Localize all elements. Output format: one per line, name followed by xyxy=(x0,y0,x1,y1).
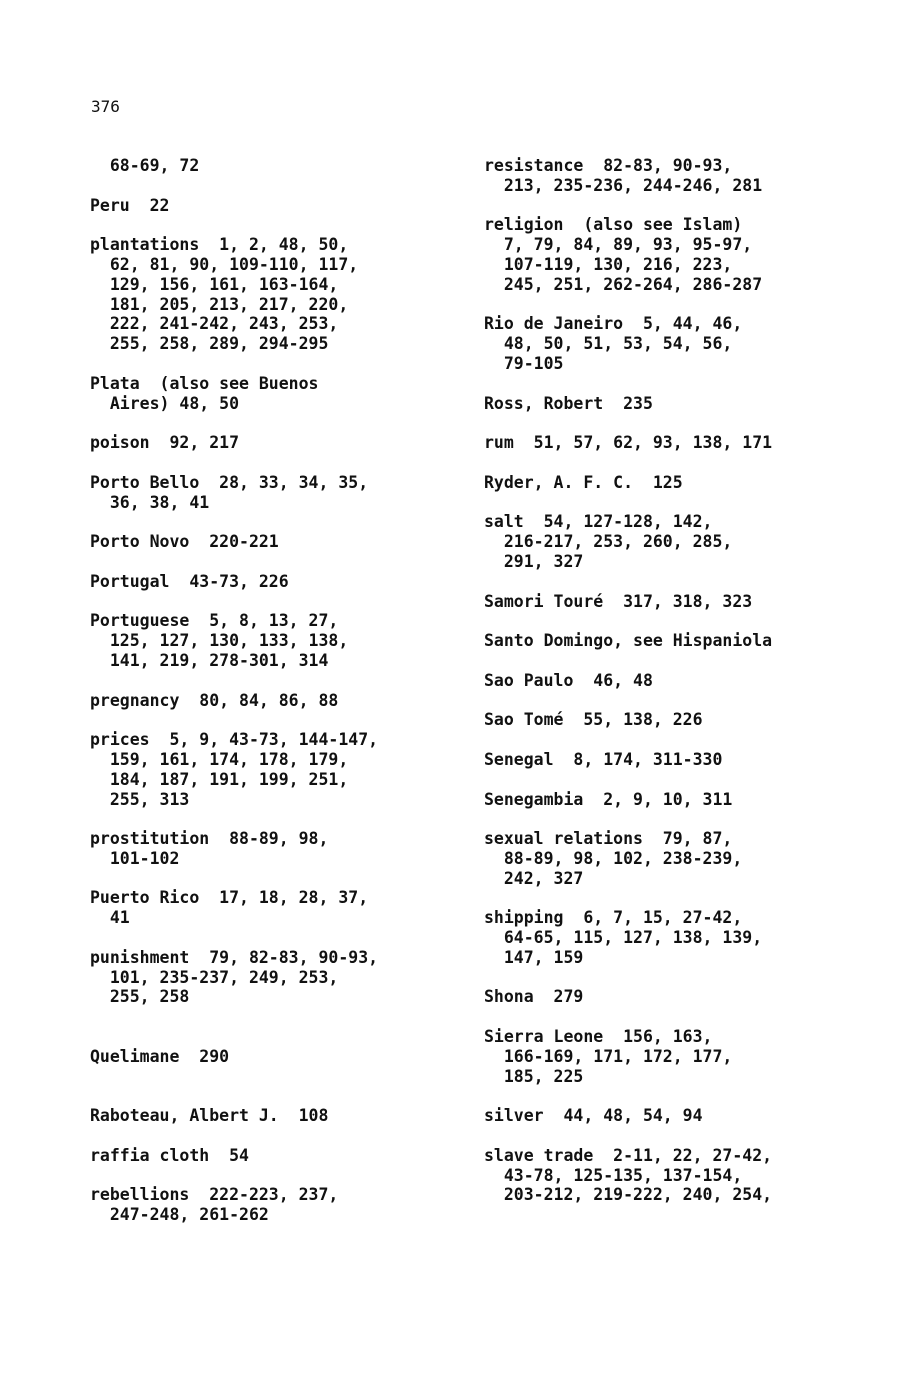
index-entry-line: 101-102 xyxy=(90,848,180,868)
index-entry-line: Raboteau, Albert J. 108 xyxy=(90,1106,329,1126)
index-entry-line: Portuguese 5, 8, 13, 27, xyxy=(90,611,339,631)
index-entry-line: pregnancy 80, 84, 86, 88 xyxy=(90,690,339,710)
index-entry-line: Puerto Rico 17, 18, 28, 37, xyxy=(90,888,369,908)
entry-spacer xyxy=(90,176,490,196)
entry-spacer xyxy=(90,1007,490,1047)
index-entry-line: Sao Tomé 55, 138, 226 xyxy=(484,710,703,730)
index-entry-line: 43-78, 125-135, 137-154, xyxy=(484,1165,743,1185)
index-entry-line: silver 44, 48, 54, 94 xyxy=(484,1106,703,1126)
entry-spacer xyxy=(90,453,490,473)
index-entry-line: 255, 258 xyxy=(90,987,190,1007)
index-entry-line: 101, 235-237, 249, 253, xyxy=(90,967,339,987)
index-entry xyxy=(484,750,884,770)
index-entry xyxy=(90,611,490,670)
index-entry xyxy=(90,572,490,592)
index-entry xyxy=(90,888,490,928)
index-entry-line: plantations 1, 2, 48, 50, xyxy=(90,235,349,255)
index-entry xyxy=(484,512,884,571)
entry-spacer xyxy=(90,215,490,235)
entry-spacer xyxy=(90,671,490,691)
index-entry-line: sexual relations 79, 87, xyxy=(484,829,733,849)
index-entry-line: Ross, Robert 235 xyxy=(484,393,653,413)
index-entry xyxy=(484,215,884,294)
entry-spacer xyxy=(484,730,884,750)
index-entry-line: salt 54, 127-128, 142, xyxy=(484,512,713,532)
index-entry xyxy=(90,473,490,513)
index-entry-line: Samori Touré 317, 318, 323 xyxy=(484,591,753,611)
entry-spacer xyxy=(484,968,884,988)
index-column-right xyxy=(484,156,884,1205)
index-entry xyxy=(484,987,884,1007)
index-entry-line: 242, 327 xyxy=(484,868,584,888)
index-entry-line: 68-69, 72 xyxy=(90,156,200,175)
entry-spacer xyxy=(90,1067,490,1107)
index-entry xyxy=(90,1106,490,1126)
index-entry-line: religion (also see Islam) xyxy=(484,215,743,235)
index-entry-line: prices 5, 9, 43-73, 144-147, xyxy=(90,730,379,750)
entry-spacer xyxy=(90,1126,490,1146)
entry-spacer xyxy=(484,1126,884,1146)
entry-spacer xyxy=(484,196,884,216)
index-entry-line: 185, 225 xyxy=(484,1066,584,1086)
index-entry-line: 88-89, 98, 102, 238-239, xyxy=(484,848,743,868)
index-entry xyxy=(484,1106,884,1126)
entry-spacer xyxy=(484,453,884,473)
entry-spacer xyxy=(484,770,884,790)
entry-spacer xyxy=(90,1166,490,1186)
index-entry xyxy=(90,691,490,711)
index-entry xyxy=(90,156,490,176)
index-entry xyxy=(484,908,884,967)
index-entry xyxy=(90,235,490,354)
index-column-left xyxy=(90,156,490,1225)
entry-spacer xyxy=(484,493,884,513)
index-entry-line: 41 xyxy=(90,908,130,928)
index-entry xyxy=(90,730,490,809)
entry-spacer xyxy=(484,1007,884,1027)
index-entry-line: 181, 205, 213, 217, 220, xyxy=(90,294,349,314)
index-entry-line: Rio de Janeiro 5, 44, 46, xyxy=(484,314,743,334)
index-entry-line: 184, 187, 191, 199, 251, xyxy=(90,769,349,789)
index-entry xyxy=(484,433,884,453)
entry-spacer xyxy=(90,354,490,374)
index-entry-line: Portugal 43-73, 226 xyxy=(90,571,289,591)
index-entry-line: poison 92, 217 xyxy=(90,433,240,453)
index-entry xyxy=(484,631,884,651)
index-entry xyxy=(484,790,884,810)
index-entry-line: 291, 327 xyxy=(484,551,584,571)
index-entry xyxy=(484,473,884,493)
index-entry-line: shipping 6, 7, 15, 27-42, xyxy=(484,908,743,928)
entry-spacer xyxy=(484,611,884,631)
index-entry-line: rebellions 222-223, 237, xyxy=(90,1185,339,1205)
index-entry-line: 141, 219, 278-301, 314 xyxy=(90,650,329,670)
entry-spacer xyxy=(484,413,884,433)
index-entry-line: Senegal 8, 174, 311-330 xyxy=(484,749,723,769)
index-entry xyxy=(90,829,490,869)
index-entry-line: 125, 127, 130, 133, 138, xyxy=(90,631,349,651)
index-entry-line: 247-248, 261-262 xyxy=(90,1205,269,1225)
entry-spacer xyxy=(90,413,490,433)
index-entry-line: Aires) 48, 50 xyxy=(90,393,240,413)
index-entry-line: 213, 235-236, 244-246, 281 xyxy=(484,175,763,195)
index-entry xyxy=(484,710,884,730)
entry-spacer xyxy=(484,374,884,394)
index-entry-line: raffia cloth 54 xyxy=(90,1145,249,1165)
index-entry-line: 62, 81, 90, 109-110, 117, xyxy=(90,254,359,274)
index-entry-line: rum 51, 57, 62, 93, 138, 171 xyxy=(484,433,773,453)
index-entry-line: resistance 82-83, 90-93, xyxy=(484,156,733,175)
index-entry xyxy=(484,1027,884,1086)
index-entry-line: 222, 241-242, 243, 253, xyxy=(90,314,339,334)
index-entry-line: Porto Novo 220-221 xyxy=(90,532,279,552)
index-entry-line: Santo Domingo, see Hispaniola xyxy=(484,631,773,651)
index-entry xyxy=(90,532,490,552)
entry-spacer xyxy=(484,691,884,711)
index-entry xyxy=(484,314,884,373)
entry-spacer xyxy=(484,1086,884,1106)
index-entry-line: punishment 79, 82-83, 90-93, xyxy=(90,947,379,967)
index-entry-line: 255, 313 xyxy=(90,789,190,809)
entry-spacer xyxy=(484,651,884,671)
index-entry-line: 166-169, 171, 172, 177, xyxy=(484,1046,733,1066)
index-entry-line: Shona 279 xyxy=(484,987,584,1007)
index-entry-line: 203-212, 219-222, 240, 254, xyxy=(484,1185,773,1205)
index-entry-line: 79-105 xyxy=(484,353,564,373)
index-entry-line: Ryder, A. F. C. 125 xyxy=(484,472,683,492)
index-entry xyxy=(90,374,490,414)
entry-spacer xyxy=(90,552,490,572)
index-entry-line: Plata (also see Buenos xyxy=(90,373,319,393)
index-entry-line: 255, 258, 289, 294-295 xyxy=(90,334,329,354)
page-number: 376 xyxy=(91,97,120,116)
index-entry-line: 7, 79, 84, 89, 93, 95-97, xyxy=(484,235,753,255)
index-entry xyxy=(90,1047,490,1067)
index-entry xyxy=(90,433,490,453)
index-entry xyxy=(484,1146,884,1205)
index-entry-line: Porto Bello 28, 33, 34, 35, xyxy=(90,472,369,492)
index-entry-line: 64-65, 115, 127, 138, 139, xyxy=(484,928,763,948)
entry-spacer xyxy=(90,592,490,612)
entry-spacer xyxy=(484,888,884,908)
index-entry xyxy=(484,671,884,691)
index-entry xyxy=(90,948,490,1007)
index-entry-line: Peru 22 xyxy=(90,195,170,215)
entry-spacer xyxy=(484,809,884,829)
index-entry xyxy=(484,156,884,196)
entry-spacer xyxy=(90,928,490,948)
index-entry-line: Senegambia 2, 9, 10, 311 xyxy=(484,789,733,809)
index-entry xyxy=(484,592,884,612)
index-entry-line: 245, 251, 262-264, 286-287 xyxy=(484,274,763,294)
index-entry-line: Sao Paulo 46, 48 xyxy=(484,670,653,690)
index-entry-line: 107-119, 130, 216, 223, xyxy=(484,254,733,274)
index-entry-line: slave trade 2-11, 22, 27-42, xyxy=(484,1145,773,1165)
entry-spacer xyxy=(90,809,490,829)
entry-spacer xyxy=(90,710,490,730)
entry-spacer xyxy=(90,869,490,889)
index-entry-line: Sierra Leone 156, 163, xyxy=(484,1027,713,1047)
index-entry xyxy=(484,829,884,888)
index-entry-line: prostitution 88-89, 98, xyxy=(90,829,329,849)
index-entry-line: Quelimane 290 xyxy=(90,1046,230,1066)
index-entry xyxy=(484,394,884,414)
index-entry xyxy=(90,196,490,216)
entry-spacer xyxy=(484,572,884,592)
index-entry-line: 36, 38, 41 xyxy=(90,492,210,512)
index-entry-line: 147, 159 xyxy=(484,947,584,967)
index-entry-line: 159, 161, 174, 178, 179, xyxy=(90,749,349,769)
index-entry xyxy=(90,1146,490,1166)
entry-spacer xyxy=(484,295,884,315)
entry-spacer xyxy=(90,512,490,532)
index-entry-line: 129, 156, 161, 163-164, xyxy=(90,274,339,294)
index-entry-line: 216-217, 253, 260, 285, xyxy=(484,532,733,552)
index-entry xyxy=(90,1185,490,1225)
index-entry-line: 48, 50, 51, 53, 54, 56, xyxy=(484,334,733,354)
